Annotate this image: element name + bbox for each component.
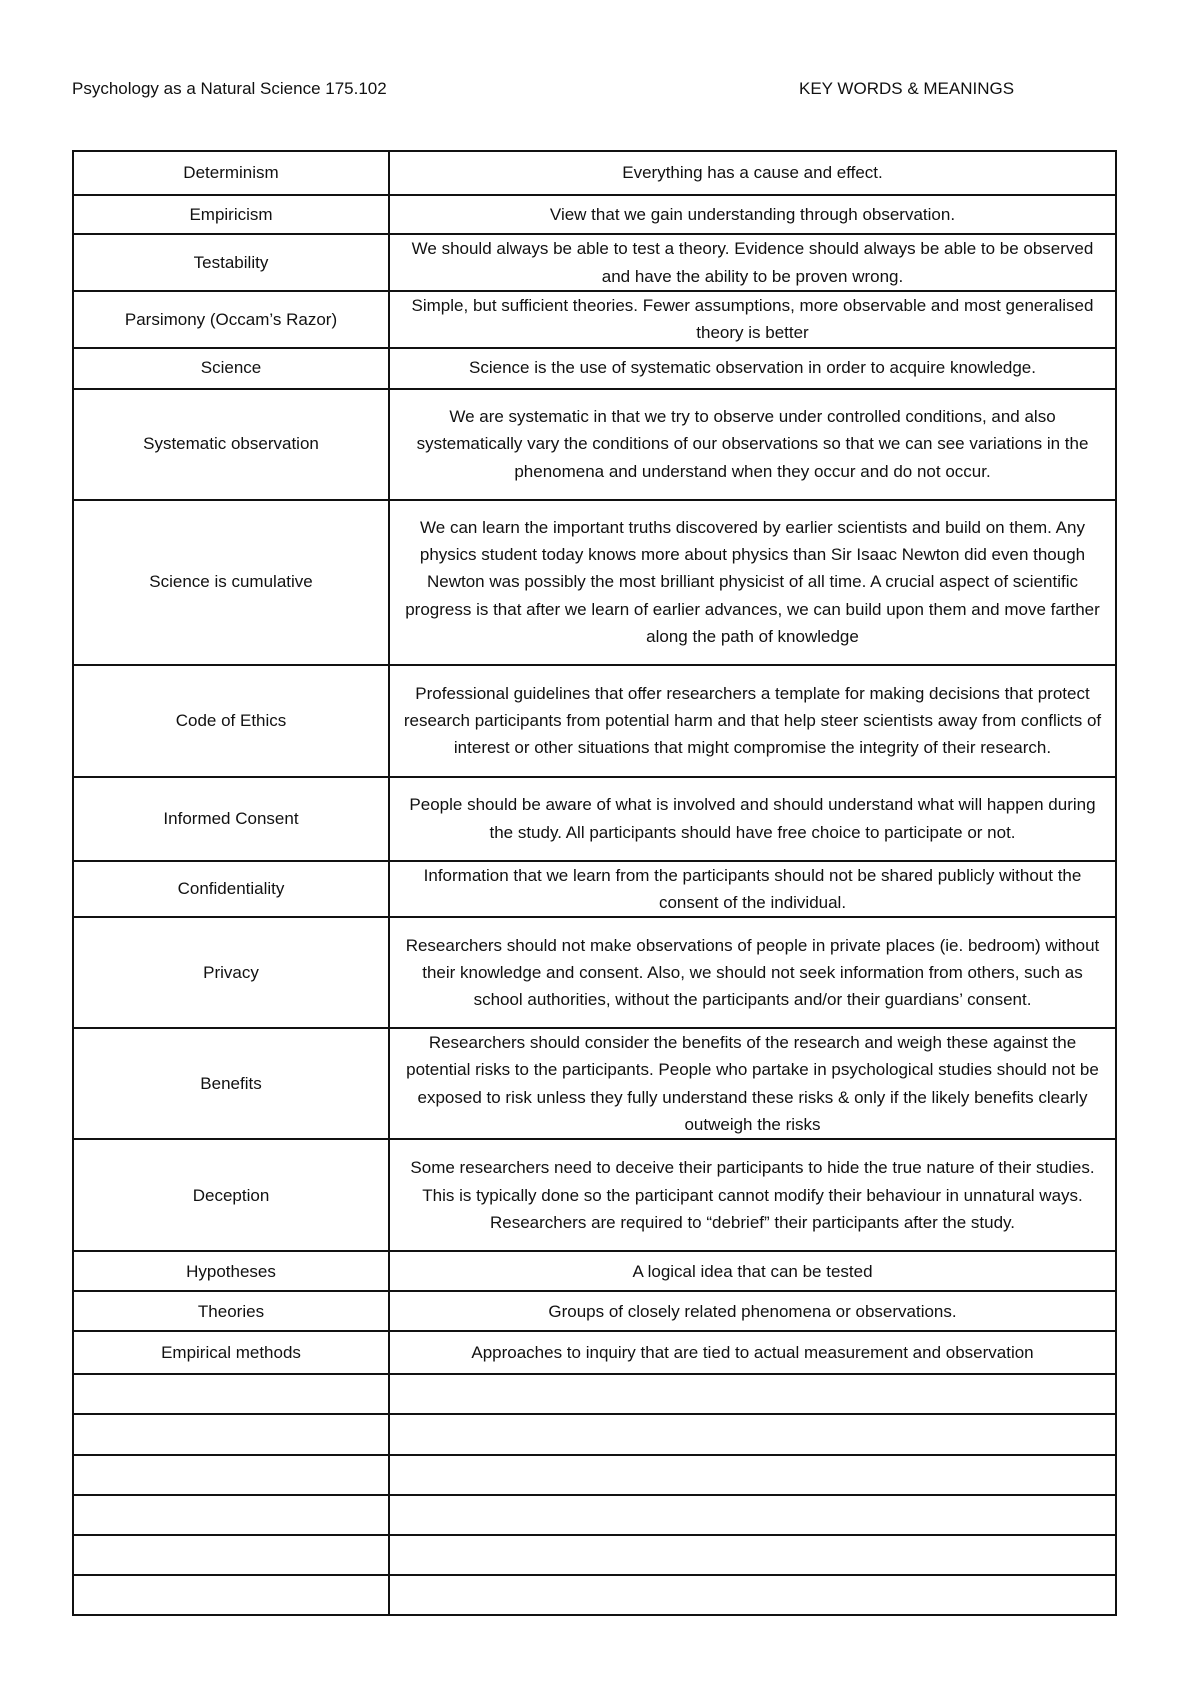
meaning-cell xyxy=(389,1575,1116,1615)
term-cell: Determinism xyxy=(73,151,389,195)
meaning-cell xyxy=(389,1414,1116,1455)
meaning-cell: View that we gain understanding through observation. xyxy=(389,195,1116,234)
term-cell: Testability xyxy=(73,234,389,291)
table-row xyxy=(73,1139,1116,1251)
meaning-cell: Researchers should consider the benefits of the research and weigh these against the potential risks to the participants. People who partake in psychological studies should not be exposed to risk unless they fully understand these risks & only if the likely benefits clearly outweigh the risks xyxy=(389,1028,1116,1139)
term-cell: Theories xyxy=(73,1291,389,1331)
table-row xyxy=(73,195,1116,234)
term-cell: Code of Ethics xyxy=(73,665,389,777)
meaning-cell: We can learn the important truths discovered by earlier scientists and build on them. Any physics student today knows more about physics than Sir Isaac Newton did even though Newton was possibly the most brilliant physicist of all time. A crucial aspect of scientific progress is that after we learn of earlier advances, we can build upon them and move farther along the path of knowledge xyxy=(389,500,1116,665)
table-row xyxy=(73,665,1116,777)
table-row xyxy=(73,777,1116,861)
term-cell: Science xyxy=(73,348,389,389)
table-row xyxy=(73,234,1116,291)
term-cell xyxy=(73,1535,389,1575)
table-row xyxy=(73,1374,1116,1414)
table-row xyxy=(73,917,1116,1028)
term-cell xyxy=(73,1495,389,1535)
term-cell: Empirical methods xyxy=(73,1331,389,1374)
meaning-cell: Science is the use of systematic observation in order to acquire knowledge. xyxy=(389,348,1116,389)
meaning-cell: Information that we learn from the participants should not be shared publicly without the consent of the individual. xyxy=(389,861,1116,918)
term-cell: Hypotheses xyxy=(73,1251,389,1291)
meaning-cell xyxy=(389,1495,1116,1535)
table-row xyxy=(73,348,1116,389)
table-row xyxy=(73,1028,1116,1139)
term-cell: Privacy xyxy=(73,917,389,1028)
term-cell xyxy=(73,1374,389,1414)
meaning-cell: A logical idea that can be tested xyxy=(389,1251,1116,1291)
table-row xyxy=(73,151,1116,195)
meaning-cell: We should always be able to test a theory. Evidence should always be able to be observed and have the ability to be proven wrong. xyxy=(389,234,1116,291)
table-row xyxy=(73,1291,1116,1331)
term-cell: Science is cumulative xyxy=(73,500,389,665)
table-row xyxy=(73,1575,1116,1615)
table-row xyxy=(73,1455,1116,1495)
meaning-cell: Professional guidelines that offer researchers a template for making decisions that protect research participants from potential harm and that help steer scientists away from conflicts of interest or other situations that might compromise the integrity of their research. xyxy=(389,665,1116,777)
meaning-cell: Approaches to inquiry that are tied to actual measurement and observation xyxy=(389,1331,1116,1374)
table-row xyxy=(73,1251,1116,1291)
table-row xyxy=(73,861,1116,918)
term-cell: Informed Consent xyxy=(73,777,389,861)
meaning-cell xyxy=(389,1455,1116,1495)
table-row xyxy=(73,1331,1116,1374)
term-cell xyxy=(73,1575,389,1615)
table-row xyxy=(73,500,1116,665)
term-cell: Parsimony (Occam’s Razor) xyxy=(73,291,389,348)
table-row xyxy=(73,291,1116,348)
table-row xyxy=(73,389,1116,500)
term-cell xyxy=(73,1414,389,1455)
meaning-cell: Some researchers need to deceive their participants to hide the true nature of their studies. This is typically done so the participant cannot modify their behaviour in unnatural ways. Researchers are required to “debrief” their participants after the study. xyxy=(389,1139,1116,1251)
term-cell xyxy=(73,1455,389,1495)
meaning-cell: Everything has a cause and effect. xyxy=(389,151,1116,195)
meaning-cell xyxy=(389,1374,1116,1414)
term-cell: Empiricism xyxy=(73,195,389,234)
table-row xyxy=(73,1495,1116,1535)
page-header xyxy=(72,77,1042,101)
term-cell: Confidentiality xyxy=(73,861,389,918)
key-words-table xyxy=(72,150,1117,1616)
term-cell: Systematic observation xyxy=(73,389,389,500)
meaning-cell: People should be aware of what is involved and should understand what will happen during the study. All participants should have free choice to participate or not. xyxy=(389,777,1116,861)
table-row xyxy=(73,1535,1116,1575)
term-cell: Benefits xyxy=(73,1028,389,1139)
meaning-cell xyxy=(389,1535,1116,1575)
meaning-cell: Groups of closely related phenomena or observations. xyxy=(389,1291,1116,1331)
section-title: KEY WORDS & MEANINGS xyxy=(799,79,1015,98)
meaning-cell: Researchers should not make observations of people in private places (ie. bedroom) without their knowledge and consent. Also, we should not seek information from others, such as school authorities, without the participants and/or their guardians’ consent. xyxy=(389,917,1116,1028)
course-title: Psychology as a Natural Science 175.102 xyxy=(72,79,387,98)
meaning-cell: We are systematic in that we try to observe under controlled conditions, and also systematically vary the conditions of our observations so that we can see variations in the phenomena and understand when they occur and do not occur. xyxy=(389,389,1116,500)
meaning-cell: Simple, but sufficient theories. Fewer assumptions, more observable and most generalised theory is better xyxy=(389,291,1116,348)
term-cell: Deception xyxy=(73,1139,389,1251)
table-row xyxy=(73,1414,1116,1455)
